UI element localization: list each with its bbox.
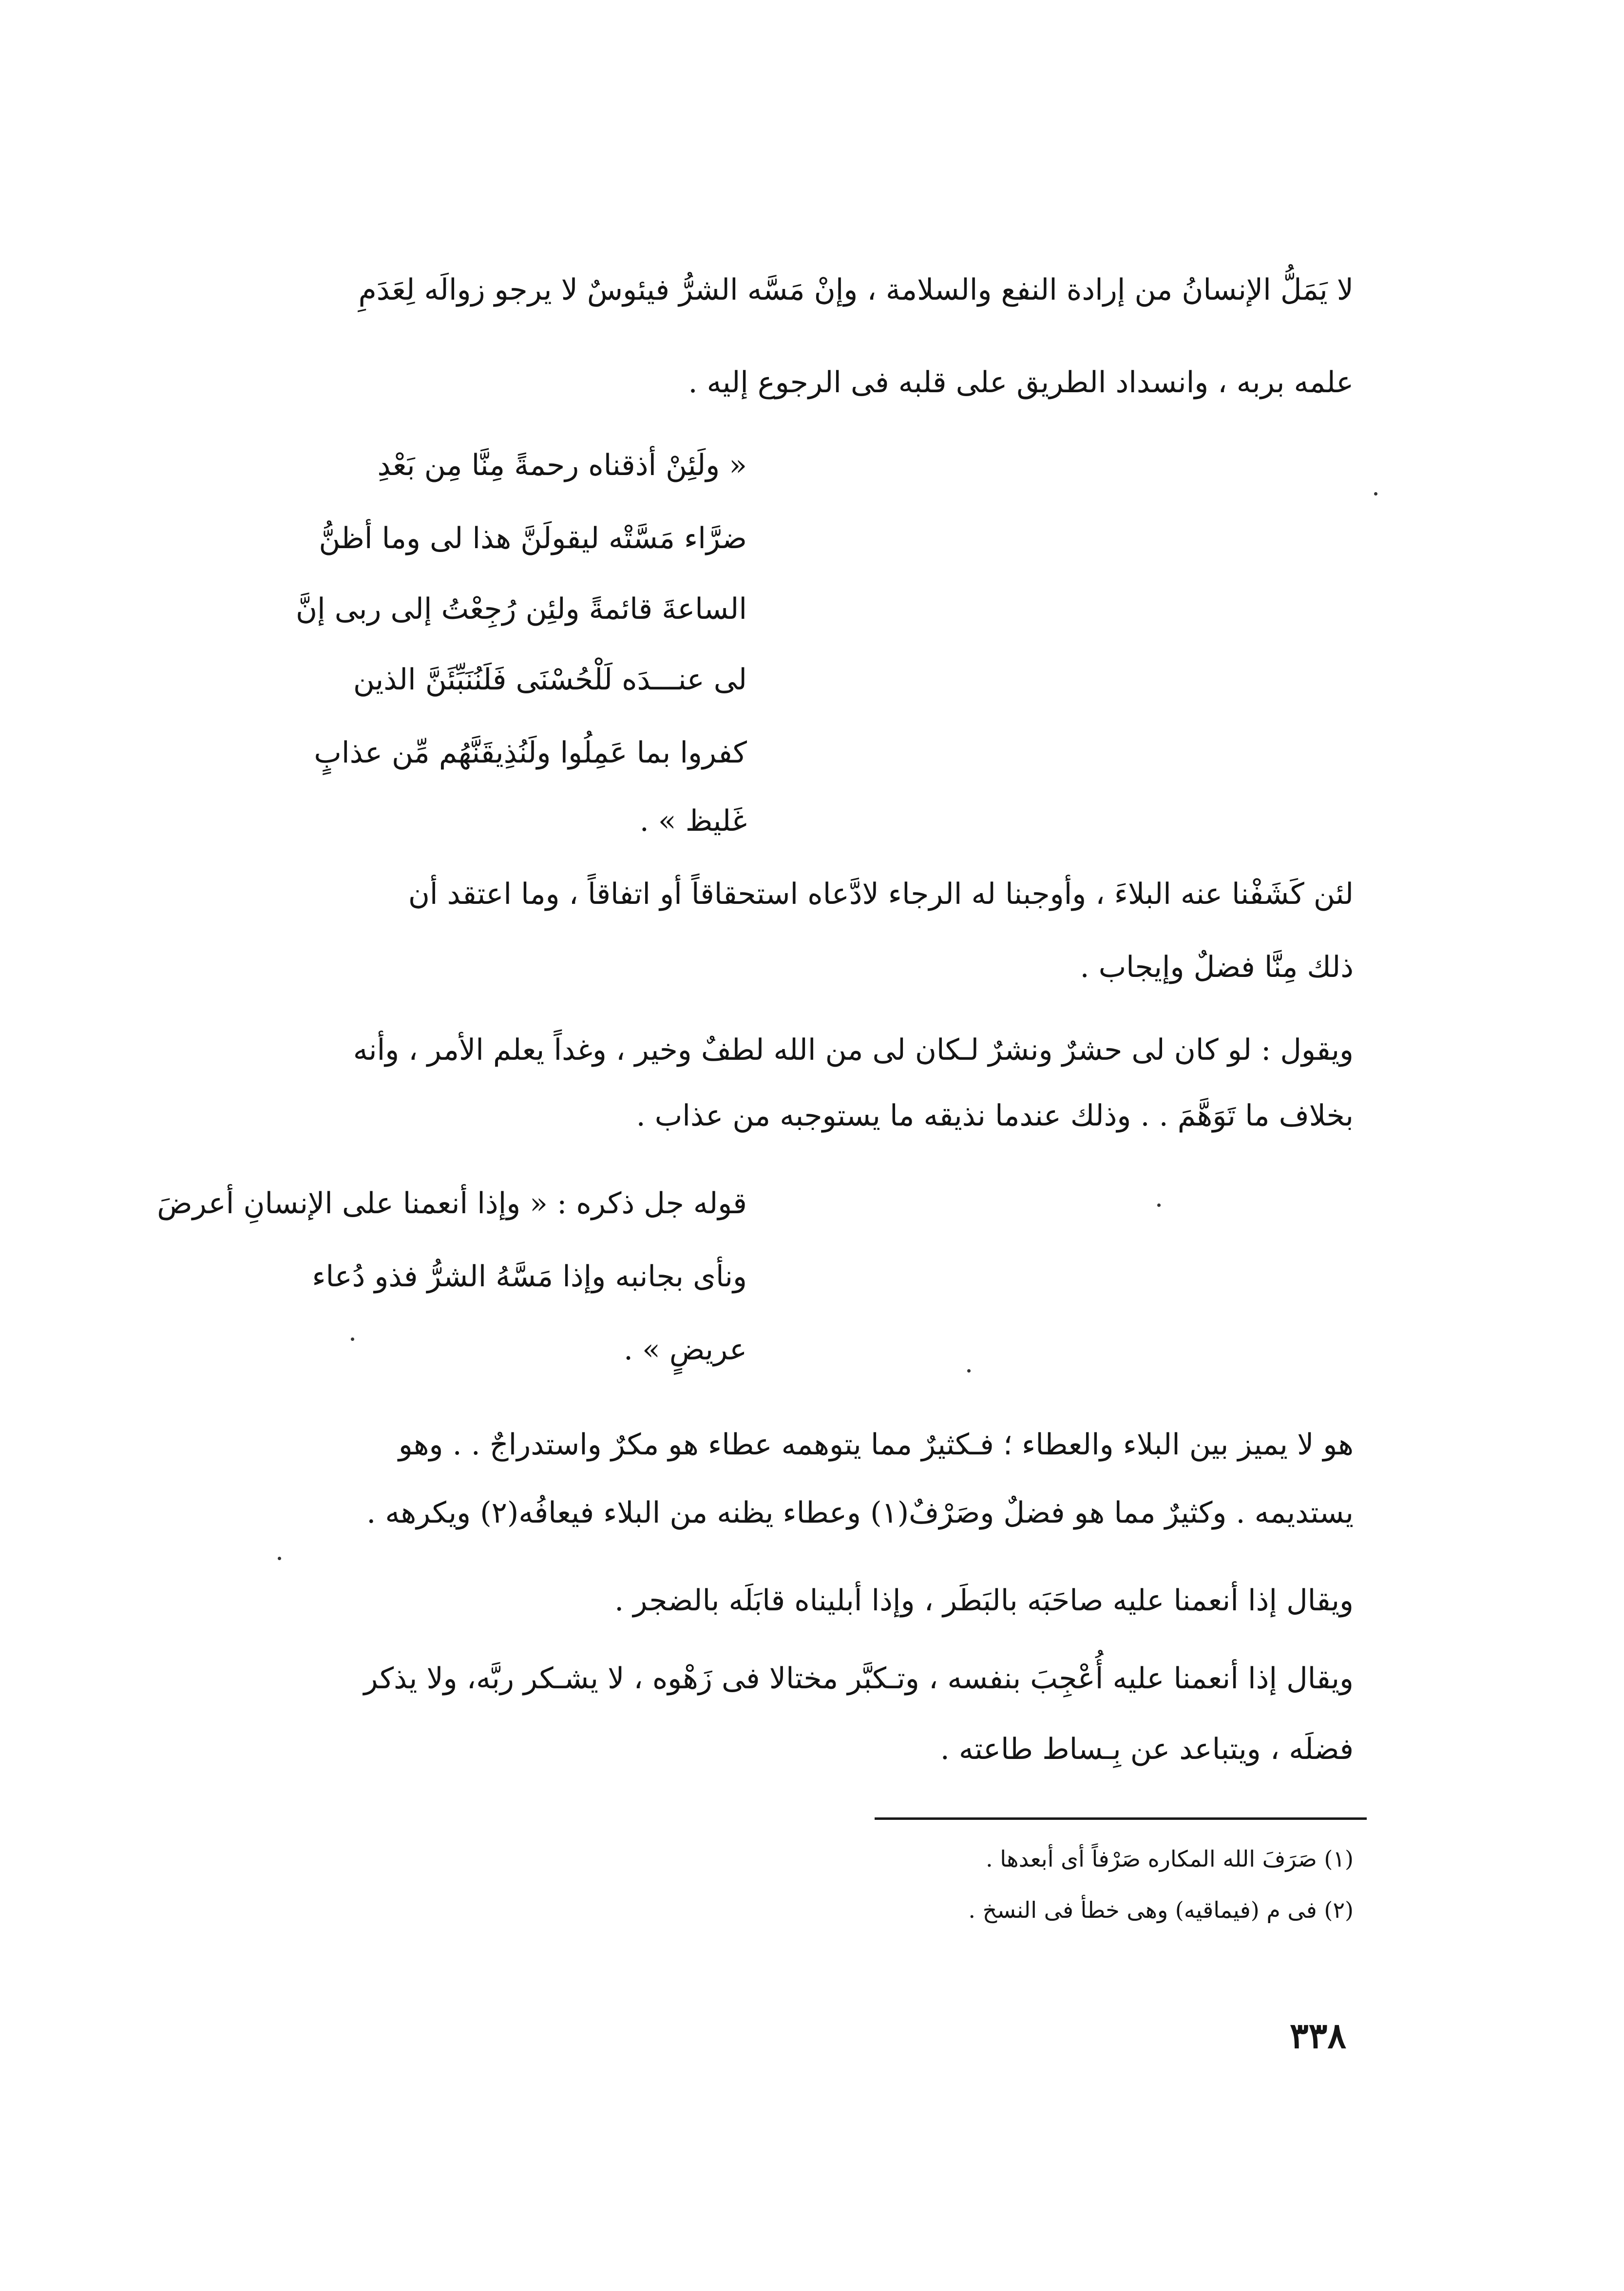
quran-verse-line: « ولَئِنْ أذقناه رحمةً مِنَّا مِن بَعْدِ <box>377 448 747 482</box>
body-line: فضلَه ، ويتباعد عن بِـساط طاعته . <box>940 1732 1354 1766</box>
scan-speck <box>351 1337 354 1341</box>
quran-verse-line: كفروا بما عَمِلُوا ولَنُذِيقَنَّهُم مِّن عذابٍ <box>314 736 747 770</box>
scan-speck <box>1374 492 1377 496</box>
quran-verse-line: ضرَّاء مَسَّتْه ليقولَنَّ هذا لى وما أظنُّ <box>319 521 747 555</box>
quran-verse-line: لى عنـــدَه لَلْحُسْنَى فَلَنُنَبِّئَنَّ الذين <box>353 663 747 697</box>
footnote: (٢) فى م (فيماقيه) وهى خطأ فى النسخ . <box>968 1897 1354 1923</box>
body-line: بخلاف ما تَوَهَّمَ . . وذلك عندما نذيقه ما يستوجبه من عذاب . <box>636 1099 1354 1133</box>
quran-verse-line: عريضٍ » . <box>623 1333 747 1367</box>
scan-speck <box>967 1369 971 1373</box>
body-line: ويقال إذا أنعمنا عليه صاحَبَه بالبَطَر ، وإذا أبليناه قابَلَه بالضجر . <box>614 1584 1354 1618</box>
footnote: (١) صَرَفَ الله المكاره صَرْفاً أى أبعدها . <box>986 1846 1354 1872</box>
body-line: يستديمه . وكثيرٌ مما هو فضلٌ وصَرْفٌ(١) وعطاء يظنه من البلاء فيعافُه(٢) ويكرهه . <box>366 1496 1354 1530</box>
body-line: ويقول : لو كان لى حشرٌ ونشرٌ لـكان لى من الله لطفٌ وخير ، وغداً يعلم الأمر ، وأنه <box>353 1033 1354 1067</box>
body-line: ويقال إذا أنعمنا عليه أُعْجِبَ بنفسه ، وتـكبَّر مختالا فى زَهْوه ، لا يشـكر ربَّه، ولا يذكر <box>363 1661 1354 1696</box>
quran-verse-line: ونأى بجانبه وإذا مَسَّهُ الشرُّ فذو دُعاء <box>312 1260 747 1294</box>
quran-verse-line: قوله جل ذكره : « وإذا أنعمنا على الإنسانِ أعرضَ <box>157 1186 747 1221</box>
body-line: لئن كَشَفْنا عنه البلاءَ ، وأوجبنا له الرجاء لادَّعاه استحقاقاً أو اتفاقاً ، وما اعتقد أن <box>408 877 1354 911</box>
body-line: لا يَمَلُّ الإنسانُ من إرادة النفع والسلامة ، وإنْ مَسَّه الشرُّ فيئوسٌ لا يرجو زوالَه لِعَدَمِ <box>358 273 1354 307</box>
quran-verse-line: غَليظ » . <box>639 804 747 838</box>
body-line: ذلك مِنَّا فضلٌ وإيجاب . <box>1080 950 1354 984</box>
page-number: ٣٣٨ <box>1289 2015 1346 2056</box>
footnote-separator <box>875 1817 1367 1820</box>
body-line: هو لا يميز بين البلاء والعطاء ؛ فـكثيرٌ مما يتوهمه عطاء هو مكرٌ واستدراجٌ . . وهو <box>398 1428 1354 1462</box>
scan-speck <box>278 1557 281 1560</box>
quran-verse-line: الساعةَ قائمةً ولئِن رُجِعْتُ إلى ربى إنَّ <box>295 592 747 626</box>
scan-speck <box>1157 1203 1161 1207</box>
body-line: علمه بربه ، وانسداد الطريق على قلبه فى الرجوع إليه . <box>688 365 1354 400</box>
